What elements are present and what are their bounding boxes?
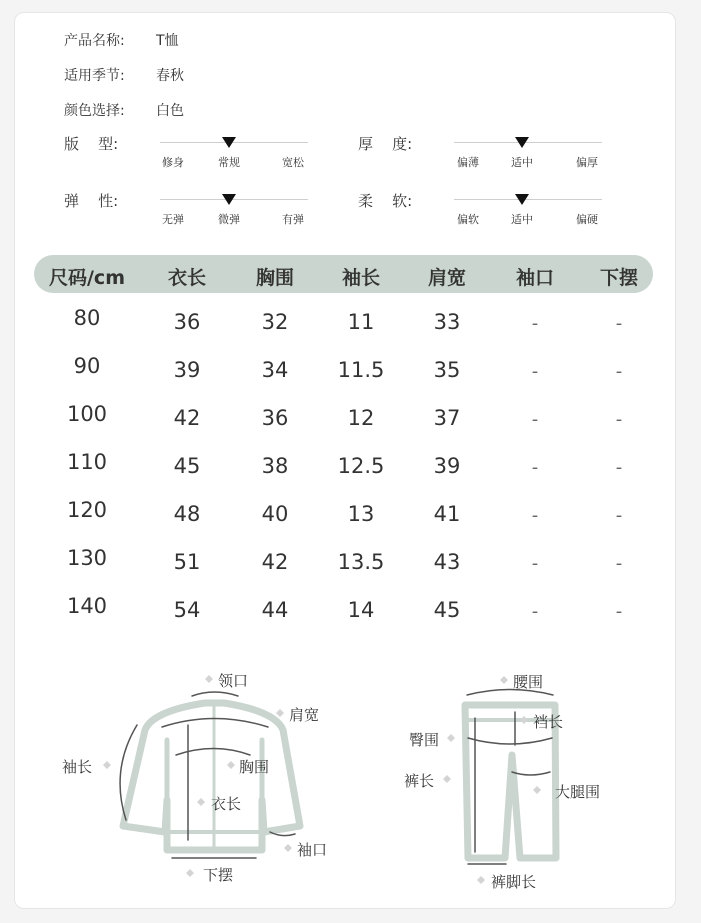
attribute-title: 版 型: — [64, 135, 119, 153]
table-cell: 11.5 — [337, 358, 385, 382]
table-header-cell: 袖口 — [515, 267, 555, 289]
waist-label: 腰围 — [513, 673, 544, 691]
table-cell: 14 — [347, 598, 375, 622]
table-cell: 39 — [173, 358, 201, 382]
table-cell: 34 — [261, 358, 289, 382]
attribute-title: 厚 度: — [358, 135, 413, 153]
pants-length-label: 裤长 — [404, 772, 435, 790]
table-cell: - — [531, 361, 539, 382]
table-cell: 54 — [173, 598, 201, 622]
table-cell: 36 — [173, 310, 201, 334]
season-value: 春秋 — [156, 68, 184, 84]
size-cell: 140 — [66, 594, 108, 618]
color-value: 白色 — [156, 103, 184, 119]
table-cell: 44 — [261, 598, 289, 622]
table-cell: 32 — [261, 310, 289, 334]
scale-option: 适中 — [511, 213, 533, 226]
table-header-cell: 下摆 — [599, 267, 639, 289]
scale-option: 偏硬 — [576, 213, 598, 226]
table-cell: 12 — [347, 406, 375, 430]
scale-option: 常规 — [218, 156, 240, 169]
table-cell: 38 — [261, 454, 289, 478]
table-cell: 45 — [433, 598, 461, 622]
table-cell: 37 — [433, 406, 461, 430]
season-label: 适用季节: — [64, 68, 125, 84]
hem-label: 下摆 — [203, 866, 234, 884]
table-cell: - — [615, 313, 623, 334]
table-cell: - — [615, 601, 623, 622]
table-cell: 40 — [261, 502, 289, 526]
scale-option: 偏厚 — [576, 156, 598, 169]
rise-label: 裆长 — [533, 713, 564, 731]
table-cell: - — [531, 601, 539, 622]
chest-label: 胸围 — [239, 758, 270, 776]
size-cell: 110 — [66, 450, 108, 474]
scale-option: 宽松 — [282, 156, 304, 169]
color-label: 颜色选择: — [64, 103, 125, 119]
table-cell: 42 — [261, 550, 289, 574]
length-label: 衣长 — [211, 795, 242, 813]
hip-label: 臀围 — [409, 731, 440, 749]
attribute-title: 柔 软: — [358, 192, 413, 210]
table-cell: 13.5 — [337, 550, 385, 574]
table-cell: 41 — [433, 502, 461, 526]
size-cell: 100 — [66, 402, 108, 426]
table-cell: 12.5 — [337, 454, 385, 478]
table-cell: - — [531, 457, 539, 478]
scale-option: 有弹 — [282, 213, 304, 226]
product-name-label: 产品名称: — [64, 33, 125, 49]
sleeve-label: 袖长 — [62, 758, 93, 776]
table-cell: 13 — [347, 502, 375, 526]
size-cell: 130 — [66, 546, 108, 570]
neckline-label: 领口 — [218, 672, 249, 690]
table-cell: - — [615, 409, 623, 430]
cuff-label: 袖口 — [297, 841, 328, 859]
scale-option: 适中 — [511, 156, 533, 169]
table-cell: 43 — [433, 550, 461, 574]
scale-option: 偏薄 — [457, 156, 479, 169]
table-cell: 42 — [173, 406, 201, 430]
table-header-cell: 肩宽 — [427, 267, 467, 289]
table-cell: - — [531, 409, 539, 430]
table-cell: - — [531, 553, 539, 574]
table-cell: - — [531, 505, 539, 526]
table-header-cell: 尺码/cm — [48, 267, 126, 289]
table-header-cell: 胸围 — [255, 267, 295, 289]
table-cell: 45 — [173, 454, 201, 478]
table-header-cell: 衣长 — [167, 267, 207, 289]
size-cell: 80 — [73, 306, 101, 330]
scale-option: 修身 — [162, 156, 184, 169]
scale-option: 偏软 — [457, 213, 479, 226]
table-cell: - — [615, 505, 623, 526]
table-cell: - — [615, 361, 623, 382]
scale-option: 微弹 — [218, 213, 240, 226]
leg-opening-label: 裤脚长 — [491, 873, 537, 891]
size-cell: 120 — [66, 498, 108, 522]
table-cell: - — [615, 457, 623, 478]
attribute-title: 弹 性: — [64, 192, 119, 210]
size-cell: 90 — [73, 354, 101, 378]
table-cell: 11 — [347, 310, 375, 334]
table-cell: 33 — [433, 310, 461, 334]
scale-option: 无弹 — [162, 213, 184, 226]
table-header-cell: 袖长 — [341, 267, 381, 289]
table-cell: 36 — [261, 406, 289, 430]
thigh-label: 大腿围 — [555, 783, 601, 801]
table-cell: - — [531, 313, 539, 334]
table-cell: 39 — [433, 454, 461, 478]
table-cell: 51 — [173, 550, 201, 574]
table-cell: - — [615, 553, 623, 574]
shoulder-label: 肩宽 — [289, 706, 320, 724]
product-name-value: T恤 — [156, 33, 179, 49]
table-cell: 48 — [173, 502, 201, 526]
shirt-illustration — [120, 692, 300, 858]
table-cell: 35 — [433, 358, 461, 382]
